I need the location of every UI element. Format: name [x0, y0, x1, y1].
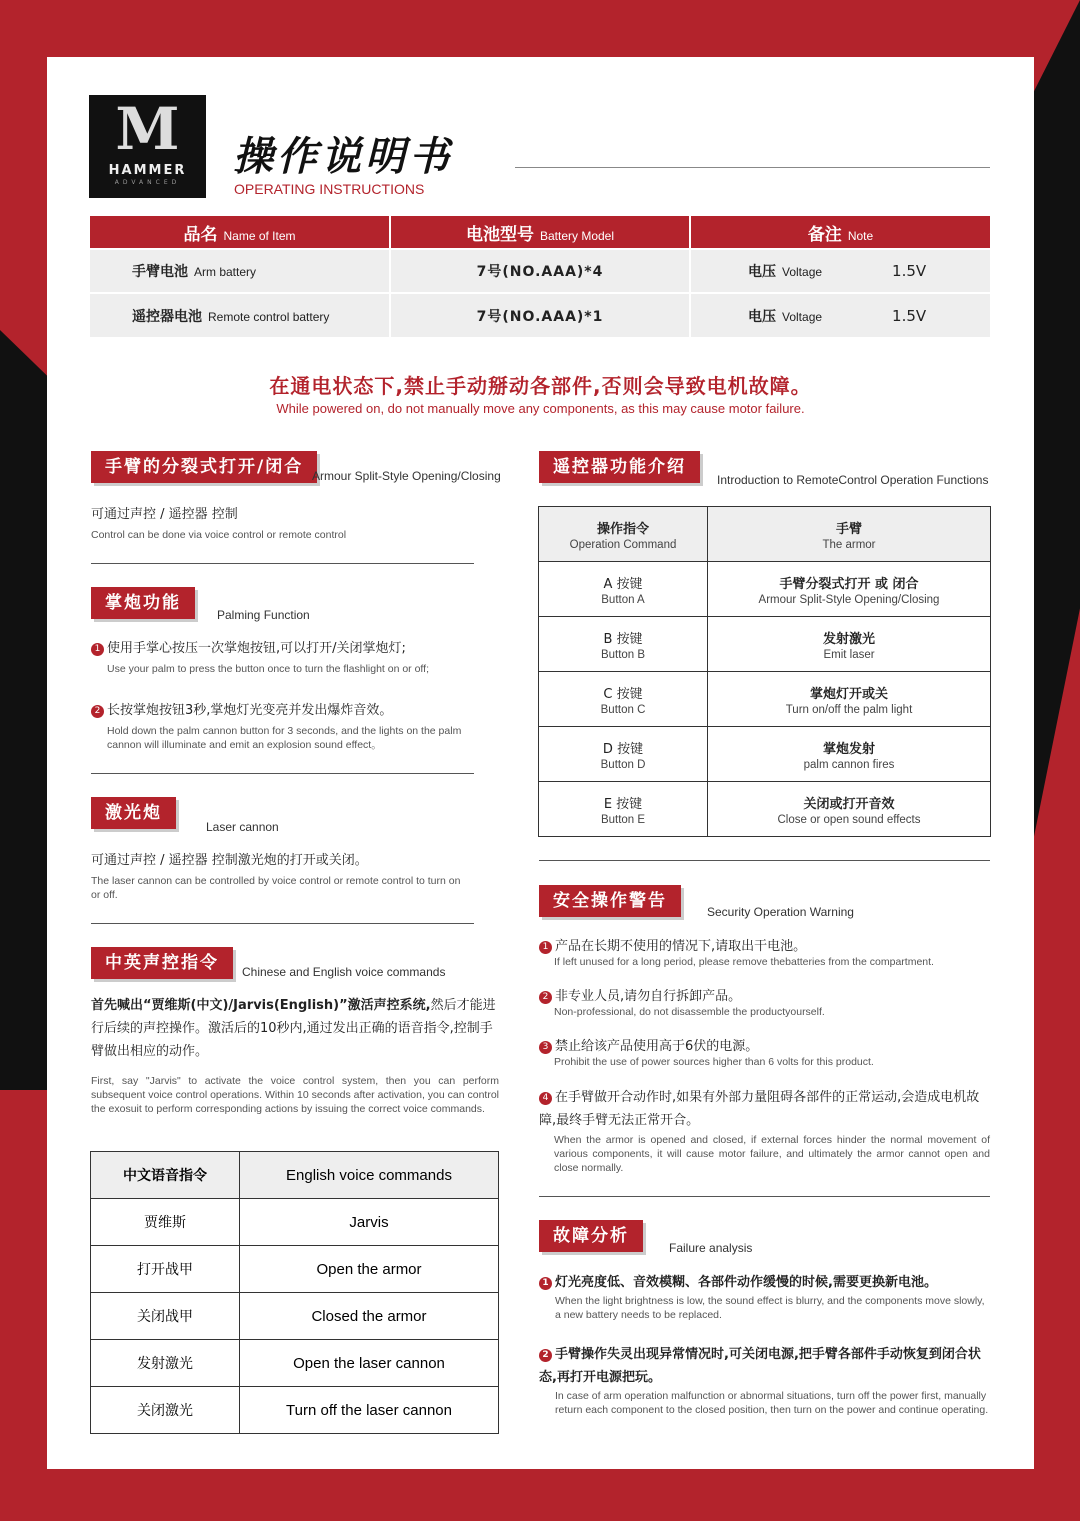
- safety-item-4-en: When the armor is opened and closed, if external forces hinder the normal movement of various components, it will cause motor failure, and ultimately the armor cannot open and close normally.: [554, 1134, 990, 1174]
- table-row: 打开战甲 Open the armor: [91, 1246, 499, 1293]
- voice-command-table: [90, 1151, 499, 1434]
- background-stripe-right: [1034, 0, 1080, 1521]
- header-battery-model: 电池型号 Battery Model: [390, 216, 690, 249]
- palm-item-2-cn: 2 长按掌炮按钮3秒,掌炮灯光变亮并发出爆炸音效。: [91, 700, 392, 722]
- battery-spec-table: [90, 216, 990, 337]
- section-tag-safety: 安全操作警告: [539, 885, 681, 917]
- warning-cn: 在通电状态下,禁止手动掰动各部件,否则会导致电机故障。: [269, 374, 812, 398]
- section-tag-remote: 遥控器功能介绍: [539, 451, 700, 483]
- table-header-row: 操作指令 Operation Command 手臂 The armor: [539, 507, 991, 562]
- table-row: C 按键 Button C 掌炮灯开或关 Turn on/off the palm light: [539, 672, 991, 727]
- section-tag-split: 手臂的分裂式打开/闭合: [91, 451, 317, 483]
- split-desc-cn: 可通过声控 / 遥控器 控制: [91, 507, 238, 522]
- table-row: B 按键 Button B 发射激光 Emit laser: [539, 617, 991, 672]
- page-title: 操作说明书: [233, 134, 453, 180]
- safety-item-2-cn: 2 非专业人员,请勿自行拆卸产品。: [539, 986, 741, 1008]
- voice-intro-cn: 首先喊出“贾维斯(中文)/Jarvis(English)”激活声控系统,然后才能进行后续的声控操作。激活后的10秒内,通过发出正确的语音指令,控制手臂做出相应的动作。: [91, 998, 496, 1059]
- failure-item-1-cn: 1 灯光亮度低、音效模糊、各部件动作缓慢的时候,需要更换新电池。: [539, 1272, 937, 1294]
- divider: [91, 563, 474, 564]
- divider: [91, 923, 474, 924]
- table-row: 关闭激光 Turn off the laser cannon: [91, 1387, 499, 1434]
- safety-item-2-en: Non-professional, do not disassemble the productyourself.: [554, 1006, 825, 1018]
- table-row: 关闭战甲 Closed the armor: [91, 1293, 499, 1340]
- hammer-logo: M HAMMER ADVANCED: [89, 95, 206, 198]
- laser-desc-cn: 可通过声控 / 遥控器 控制激光炮的打开或关闭。: [91, 853, 368, 868]
- split-desc-en: Control can be done via voice control or remote control: [91, 529, 347, 541]
- title-divider: [515, 167, 990, 168]
- failure-item-2-en: In case of arm operation malfunction or abnormal situations, turn off the power first, manually return each component to the closed position, then turn on the power and continue operating.: [555, 1390, 989, 1416]
- section-tag-safety-en: Security Operation Warning: [707, 905, 854, 919]
- section-tag-voice: 中英声控指令: [91, 947, 233, 979]
- table-row: 发射激光 Open the laser cannon: [91, 1340, 499, 1387]
- table-header-row: 中文语音指令 English voice commands: [91, 1152, 499, 1199]
- table-row: 贾维斯 Jarvis: [91, 1199, 499, 1246]
- section-tag-laser-en: Laser cannon: [206, 820, 279, 834]
- laser-desc-en: The laser cannon can be controlled by voice control or remote control to turn on or off.: [91, 875, 461, 901]
- palm-item-1-en: Use your palm to press the button once to turn the flashlight on or off;: [107, 663, 429, 675]
- section-tag-failure-en: Failure analysis: [669, 1241, 753, 1255]
- divider: [539, 1196, 990, 1197]
- palm-item-1-cn: 1 使用手掌心按压一次掌炮按钮,可以打开/关闭掌炮灯;: [91, 638, 406, 660]
- voice-intro-en: First, say "Jarvis" to activate the voice control system, then you can perform subsequent voice control operations. Within 10 seconds after activation, you can control the exosuit to perform corresponding actions by issuing the correct voice commands.: [91, 1075, 499, 1115]
- section-tag-palm: 掌炮功能: [91, 587, 195, 619]
- instruction-sheet: [47, 57, 1034, 1469]
- divider: [91, 773, 474, 774]
- section-tag-remote-en: Introduction to RemoteControl Operation Functions: [717, 473, 989, 487]
- section-tag-laser: 激光炮: [91, 797, 176, 829]
- section-tag-palm-en: Palming Function: [217, 608, 310, 622]
- safety-item-1-en: If left unused for a long period, please remove thebatteries from the compartment.: [554, 956, 934, 968]
- table-row: A 按键 Button A 手臂分裂式打开 或 闭合 Armour Split-Style Opening/Closing: [539, 562, 991, 617]
- section-tag-failure: 故障分析: [539, 1220, 643, 1252]
- remote-function-table: [538, 506, 991, 837]
- table-row: E 按键 Button E 关闭或打开音效 Close or open sound effects: [539, 782, 991, 837]
- table-row: D 按键 Button D 掌炮发射 palm cannon fires: [539, 727, 991, 782]
- table-header-row: [90, 216, 990, 249]
- safety-item-3-en: Prohibit the use of power sources higher than 6 volts for this product.: [554, 1056, 874, 1068]
- warning-en: While powered on, do not manually move any components, as this may cause motor failure.: [276, 401, 805, 416]
- failure-item-1-en: When the light brightness is low, the sound effect is blurry, and the components move slowly, a new battery needs to be replaced.: [555, 1295, 985, 1321]
- safety-item-1-cn: 1 产品在长期不使用的情况下,请取出干电池。: [539, 936, 806, 958]
- section-tag-voice-en: Chinese and English voice commands: [242, 965, 446, 979]
- table-row: 手臂电池 Arm battery 7号(NO.AAA)*4 电压 Voltage 1.5V: [90, 249, 990, 293]
- safety-item-3-cn: 3 禁止给该产品使用高于6伏的电源。: [539, 1036, 758, 1058]
- safety-item-4-cn: 4 在手臂做开合动作时,如果有外部力量阻碍各部件的正常运动,会造成电机故障,最终手臂无法正常开合。: [539, 1090, 980, 1128]
- failure-item-2-cn: 2 手臂操作失灵出现异常情况时,可关闭电源,把手臂各部件手动恢复到闭合状态,再打开电源把玩。: [539, 1347, 981, 1385]
- table-row: 遥控器电池 Remote control battery 7号(NO.AAA)*1 电压 Voltage 1.5V: [90, 293, 990, 337]
- page-subtitle: OPERATING INSTRUCTIONS: [234, 181, 425, 197]
- section-tag-split-en: Armour Split-Style Opening/Closing: [312, 469, 501, 483]
- divider: [539, 860, 990, 861]
- header-note: 备注 Note: [690, 216, 990, 249]
- background-stripe-left: [0, 330, 47, 1090]
- palm-item-2-en: Hold down the palm cannon button for 3 seconds, and the lights on the palm cannon will illuminate and emit an explosion sound effect。: [107, 725, 462, 751]
- header-name: 品名 Name of Item: [90, 216, 390, 249]
